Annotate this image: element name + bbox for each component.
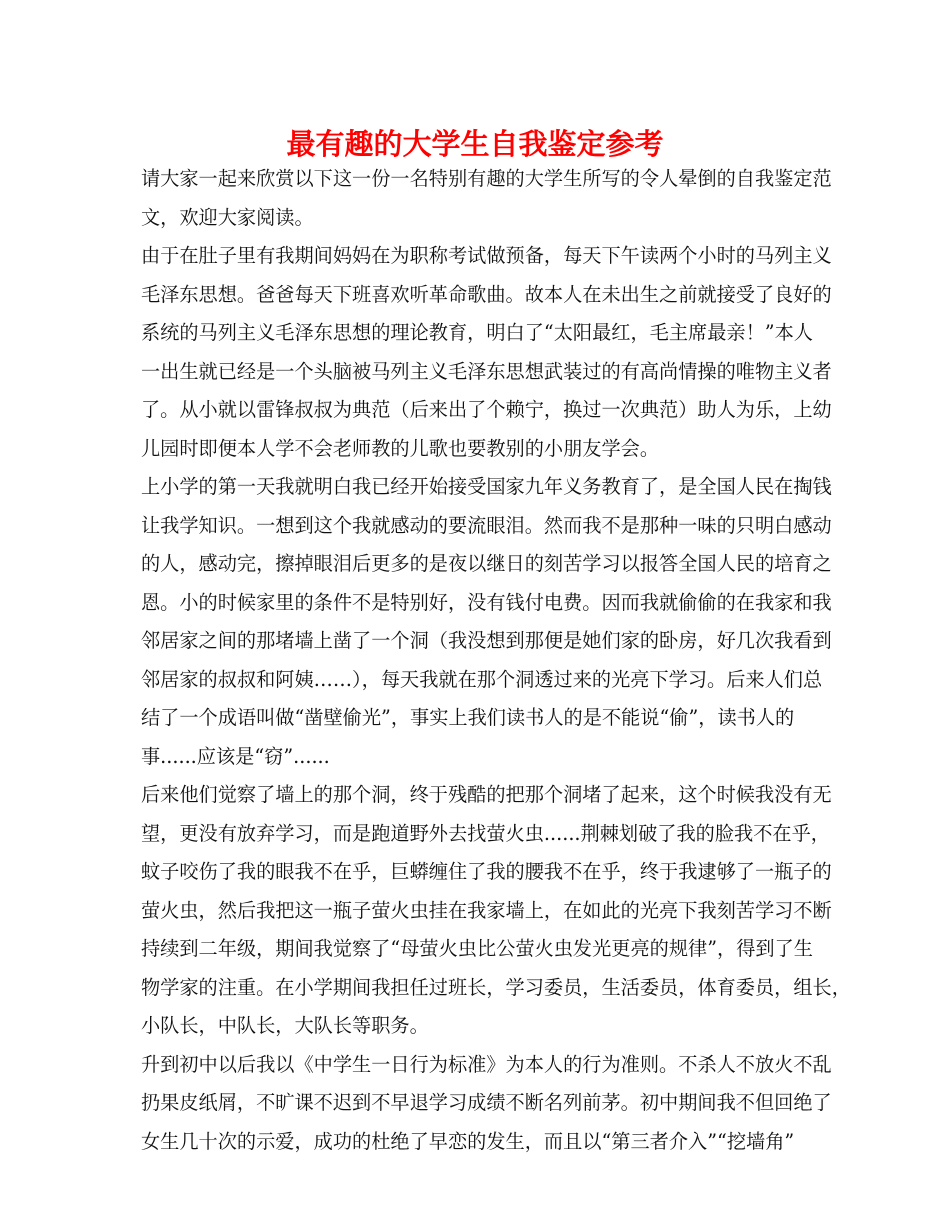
body-line: 持续到二年级，期间我觉察了“母萤火虫比公萤火虫发光更亮的规律”，得到了生 [141,937,813,960]
document-body [141,160,851,1161]
body-line: 扔果皮纸屑，不旷课不迟到不早退学习成绩不断名列前茅。初中期间我不但回绝了 [141,1091,832,1114]
body-line: 望，更没有放弃学习，而是跑道野外去找萤火虫......荆棘划破了我的脸我不在乎， [141,821,830,845]
body-line: 事......应该是“窃”...... [141,744,330,768]
body-line: 上小学的第一天我就明白我已经开始接受国家九年义务教育了，是全国人民在掏钱 [141,475,832,498]
body-line: 邻居家的叔叔和阿姨……），每天我就在那个洞透过来的光亮下学习。后来人们总 [141,667,823,691]
body-line: 系统的马列主义毛泽东思想的理论教育，明白了“太阳最红，毛主席最亲！”本人 [141,321,813,344]
body-line: 后来他们觉察了墙上的那个洞，终于残酷的把那个洞堵了起来，这个时候我没有无 [141,783,832,806]
body-line: 一出生就已经是一个头脑被马列主义毛泽东思想武装过的有高尚情操的唯物主义者 [141,359,832,383]
body-line: 了。从小就以雷锋叔叔为典范（后来出了个赖宁，换过一次典范）助人为乐，上幼 [141,398,832,421]
body-line: 由于在肚子里有我期间妈妈在为职称考试做预备，每天下午读两个小时的马列主义 [141,244,832,267]
body-line: 邻居家之间的那堵墙上凿了一个洞（我没想到那便是她们家的卧房，好几次我看到 [141,629,832,652]
body-line: 物学家的注重。在小学期间我担任过班长，学习委员，生活委员，体育委员，组长， [141,975,851,999]
body-line: 文，欢迎大家阅读。 [141,205,314,229]
body-line: 升到初中以后我以《中学生一日行为标准》为本人的行为准则。不杀人不放火不乱 [141,1052,832,1076]
body-line: 女生几十次的示爱，成功的杜绝了早恋的发生，而且以“第三者介入”“挖墙角” [141,1129,795,1153]
body-line: 萤火虫，然后我把这一瓶子萤火虫挂在我家墙上，在如此的光亮下我刻苦学习不断 [141,898,832,922]
body-line: 毛泽东思想。爸爸每天下班喜欢听革命歌曲。故本人在未出生之前就接受了良好的 [141,282,832,306]
body-line: 请大家一起来欣赏以下这一份一名特别有趣的大学生所写的令人晕倒的自我鉴定范 [141,167,832,190]
body-line: 小队长，中队长，大队长等职务。 [141,1014,429,1037]
body-line: 让我学知识。一想到这个我就感动的要流眼泪。然而我不是那种一味的只明白感动 [141,513,832,537]
body-line: 儿园时即便本人学不会老师教的儿歌也要教别的小朋友学会。 [141,436,660,460]
body-line: 结了一个成语叫做“凿壁偷光”，事实上我们读书人的是不能说“偷”，读书人的 [141,706,795,729]
document-title: 最有趣的大学生自我鉴定参考 [286,127,664,161]
body-line: 恩。小的时候家里的条件不是特别好，没有钱付电费。因而我就偷偷的在我家和我 [141,590,832,614]
body-line: 蚊子咬伤了我的眼我不在乎，巨蟒缠住了我的腰我不在乎，终于我逮够了一瓶子的 [141,860,832,883]
body-line: 的人，感动完，擦掉眼泪后更多的是夜以继日的刻苦学习以报答全国人民的培育之 [141,552,832,575]
